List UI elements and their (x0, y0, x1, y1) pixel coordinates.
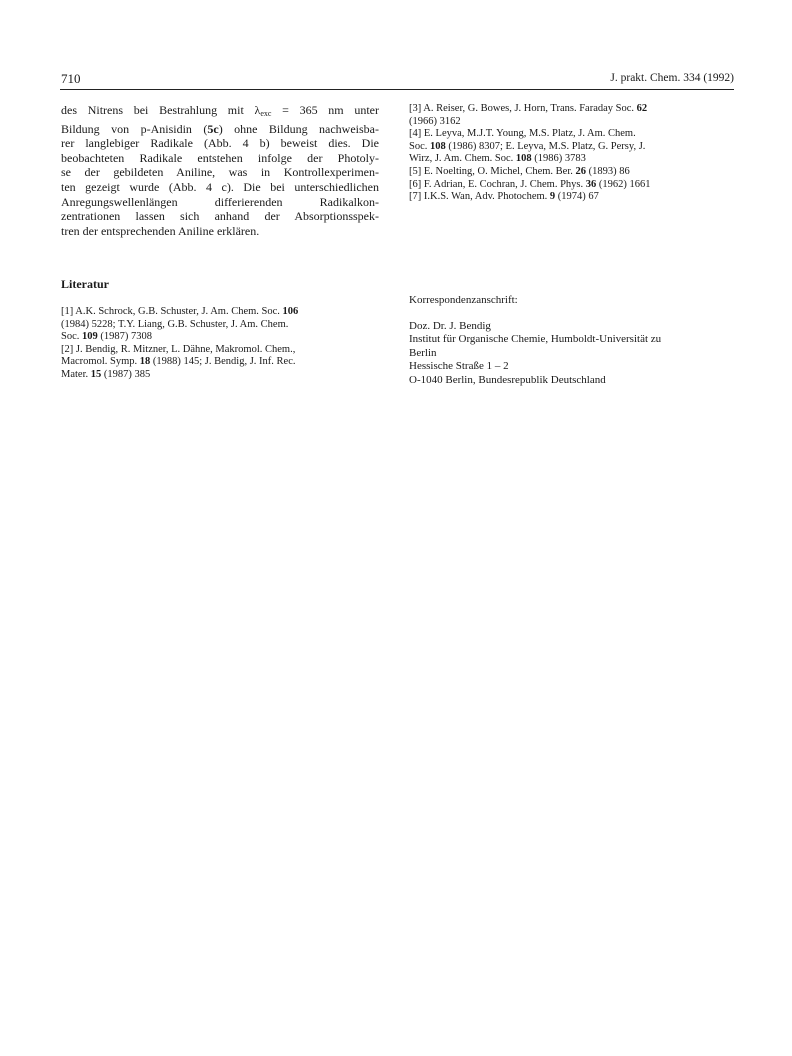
body-line: Bildung von p-Anisidin (5c) ohne Bildung nachweisba- (61, 121, 379, 136)
body-line: ten gezeigt wurde (Abb. 4 c). Die bei unterschiedlichen (61, 179, 379, 194)
address-institute: Institut für Organische Chemie, Humboldt-Universität zu (409, 333, 662, 346)
references-left (61, 306, 386, 382)
reference-1: [1] A.K. Schrock, G.B. Schuster, J. Am. Chem. Soc. 106 (1984) 5228; T.Y. Liang, G.B. Schuster, J. Am. Chem. Soc. 109 (1987) 7308 (61, 306, 299, 343)
body-line: se der gebildeten Aniline, was in Kontrollexperimen- (61, 165, 379, 180)
address-city: O-1040 Berlin, Bundesrepublik Deutschland (409, 373, 606, 386)
running-head: J. prakt. Chem. 334 (1992) (610, 72, 734, 84)
address-name: Doz. Dr. J. Bendig (409, 319, 491, 332)
body-line: beobachteten Radikale entstehen infolge der Photoly- (61, 150, 379, 165)
body-paragraph (61, 103, 379, 238)
body-column (61, 103, 379, 238)
reference-6: [6] F. Adrian, E. Cochran, J. Chem. Phys. 36 (1962) 1661 (409, 178, 651, 190)
address-street: Hessische Straße 1 – 2 (409, 360, 509, 373)
address-institute-city: Berlin (409, 346, 437, 359)
body-line: des Nitrens bei Bestrahlung mit $\lambda_{exc} = 365$ nm unter (61, 103, 379, 118)
address-label: Korrespondenzanschrift: (409, 294, 518, 306)
body-line: tren der entsprechenden Aniline erklären. (61, 223, 260, 238)
correspondence-address (409, 294, 734, 388)
reference-5: [5] E. Noelting, O. Michel, Chem. Ber. 26 (1893) 86 (409, 165, 630, 177)
literatur-heading: Literatur (61, 277, 109, 291)
header-rule (60, 89, 734, 90)
references-right (409, 103, 734, 204)
body-line: rer langlebiger Radikale (Abb. 4 b) beweist dies. Die (61, 136, 379, 151)
page-number: 710 (61, 71, 81, 86)
reference-3: [3] A. Reiser, G. Bowes, J. Horn, Trans. Faraday Soc. 62 (1966) 3162 (409, 103, 648, 127)
body-line: Anregungswellenlängen differierenden Radikalkon- (61, 194, 379, 209)
reference-7: [7] I.K.S. Wan, Adv. Photochem. 9 (1974) 67 (409, 191, 599, 203)
body-line: zentrationen lassen sich anhand der Absorptionsspek- (61, 209, 379, 224)
reference-2: [2] J. Bendig, R. Mitzner, L. Dähne, Makromol. Chem., Macromol. Symp. 18 (1988) 145; J. Bendig, J. Inf. Rec. Mater. 15 (1987) 385 (61, 343, 296, 380)
reference-4: [4] E. Leyva, M.J.T. Young, M.S. Platz, J. Am. Chem. Soc. 108 (1986) 8307; E. Leyva, M.S. Platz, G. Persy, J. Wirz, J. Am. Chem. Soc. 108 (1986) 3783 (409, 128, 646, 165)
